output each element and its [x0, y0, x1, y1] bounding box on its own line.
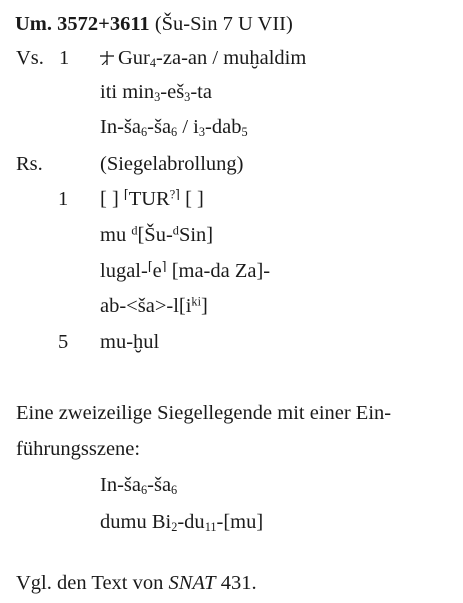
- reference-suffix: 431.: [215, 572, 257, 594]
- obverse-label: [16, 48, 69, 69]
- subscript-index: 6: [171, 483, 178, 498]
- translit-segment: Sin]: [178, 224, 214, 246]
- commentary-line-1: Eine zweizeilige Siegellegende mit einer Ein-: [16, 402, 392, 424]
- subscript-index: 4: [149, 56, 157, 71]
- translit-segment: e: [152, 260, 162, 282]
- translit-segment: -ša: [147, 116, 172, 138]
- translit-segment: ab-<ša>-l[i: [100, 295, 192, 317]
- reverse-line-4: [100, 296, 208, 317]
- subscript-index: 3: [154, 90, 161, 105]
- reverse-line-3: [100, 261, 270, 282]
- subscript-index: 3: [184, 90, 191, 105]
- obverse-line-1: [100, 48, 306, 69]
- subscript-index: 3: [198, 125, 206, 140]
- translit-segment: ḫ: [249, 47, 260, 69]
- subscript-index: 6: [140, 483, 148, 498]
- subscript-index: 5: [241, 125, 248, 140]
- determinative: ki: [191, 294, 201, 309]
- translit-segment: In-ša: [100, 474, 141, 496]
- commentary-line-2: führungsszene:: [16, 438, 141, 460]
- reference-prefix: Vgl. den Text von: [16, 572, 169, 594]
- half-bracket: ⌈: [123, 187, 129, 202]
- translit-segment: [ ]: [179, 188, 204, 210]
- half-bracket: ⌈: [147, 259, 153, 274]
- text-date: (Šu-Sin 7 U VII): [154, 13, 293, 35]
- translit-segment: -ta: [190, 81, 212, 103]
- seal-legend-line-2: [100, 512, 263, 533]
- translit-segment: In-ša: [100, 116, 141, 138]
- half-bracket: ?⌉: [169, 187, 180, 202]
- translit-segment: ]: [201, 295, 208, 317]
- subscript-index: 6: [140, 125, 148, 140]
- translit-segment: lugal-: [100, 260, 148, 282]
- reverse-line-number-5: 5: [58, 331, 69, 353]
- reference-title: SNAT: [168, 572, 216, 594]
- reverse-line-2: [100, 225, 213, 246]
- translit-segment: -za-an / mu: [156, 47, 250, 69]
- seal-legend-line-1: [100, 475, 177, 496]
- obverse-line-number: 1: [59, 47, 70, 69]
- obverse-line-2: [100, 82, 212, 103]
- translit-segment: [Šu-: [137, 224, 173, 246]
- museum-number: Um. 3572+3611: [15, 13, 150, 35]
- subscript-index: 6: [171, 125, 178, 140]
- reference-line: [16, 573, 257, 594]
- obverse-line-3: [100, 117, 248, 138]
- translit-segment: [ ]: [100, 188, 124, 210]
- reverse-line-number-1: 1: [58, 188, 69, 210]
- determinative: d: [172, 223, 179, 238]
- translit-segment: iti min: [100, 81, 155, 103]
- translit-segment: Gur: [118, 47, 150, 69]
- translit-segment: / i: [177, 116, 199, 138]
- determinative: d: [131, 223, 138, 238]
- translit-segment: -[mu]: [216, 511, 264, 533]
- translit-segment: -ša: [147, 474, 172, 496]
- translit-segment: mu: [100, 224, 132, 246]
- translit-segment: -eš: [160, 81, 185, 103]
- reverse-label: Rs.: [16, 153, 43, 175]
- cuneiform-cross-icon: [100, 51, 114, 65]
- reverse-line-1: [100, 189, 204, 210]
- half-bracket: ⌉: [161, 259, 167, 274]
- translit-segment: aldim: [259, 47, 307, 69]
- translit-segment: -du: [177, 511, 205, 533]
- seal-impression-note: (Siegelabrollung): [100, 153, 244, 175]
- reverse-line-5: mu-ḫul: [100, 331, 160, 353]
- translit-segment: TUR: [128, 188, 170, 210]
- translit-segment: -dab: [205, 116, 242, 138]
- text-header: [15, 14, 293, 35]
- subscript-index: 2: [171, 520, 178, 535]
- translit-segment: dumu Bi: [100, 511, 172, 533]
- translit-segment: [ma-da Za]-: [166, 260, 271, 282]
- obverse-side-label: Vs.: [16, 47, 44, 69]
- subscript-index: 11: [204, 520, 217, 535]
